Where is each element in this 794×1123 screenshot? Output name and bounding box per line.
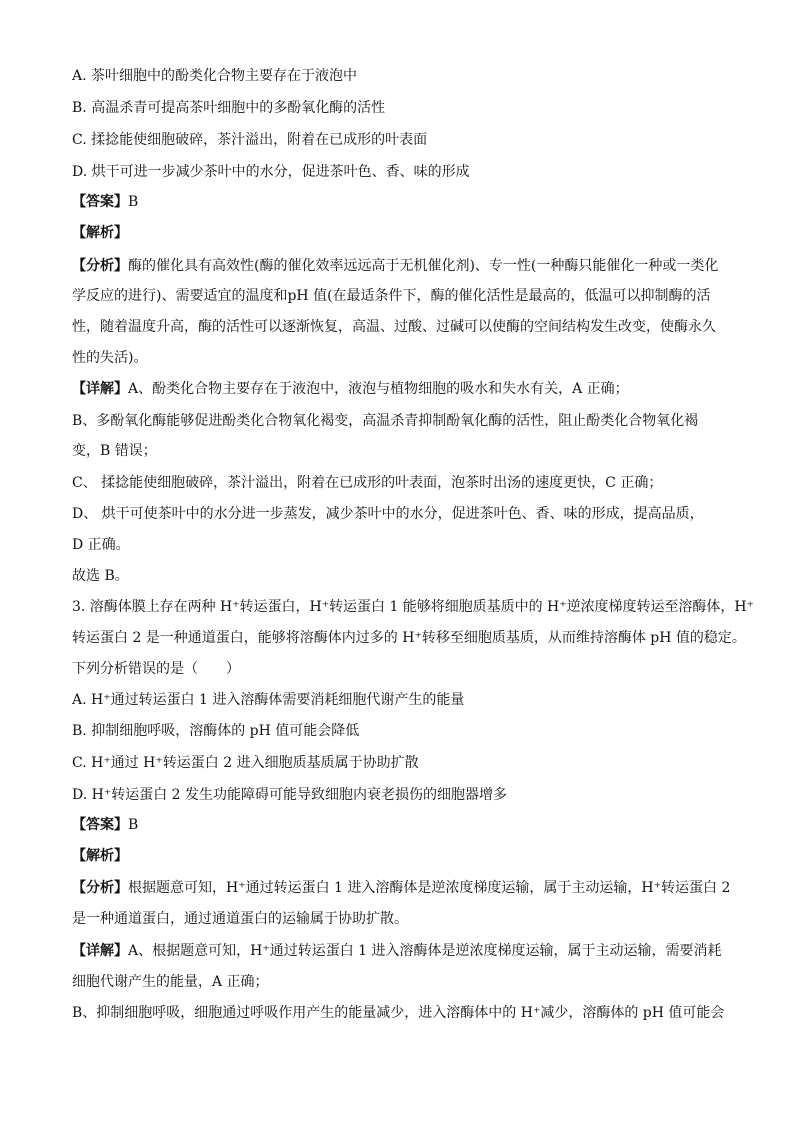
xiangjie-label: 【详解】 bbox=[72, 943, 128, 959]
q2-option-c: C. 揉捻能使细胞破碎，茶汁溢出，附着在已成形的叶表面 bbox=[72, 132, 428, 148]
q3-xiangjie-line-2: 细胞代谢产生的能量，A 正确； bbox=[72, 974, 269, 990]
q3-option-c: C. H⁺通过 H⁺转运蛋白 2 进入细胞质基质属于协助扩散 bbox=[72, 755, 419, 771]
xiangjie-text: A、根据题意可知，H⁺通过转运蛋白 1 进入溶酶体是逆浓度梯度运输，属于主动运输，需要消耗 bbox=[128, 943, 722, 959]
q2-fenxi-line-3: 性，随着温度升高，酶的活性可以逐渐恢复，高温、过酸、过碱可以使酶的空间结构发生改变，使酶永久 bbox=[72, 319, 716, 335]
q2-xiangjie-line-2: B、多酚氧化酶能够促进酚类化合物氧化褐变，高温杀青抑制酚氧化酶的活性，阻止酚类化合物氧化褐 bbox=[72, 413, 699, 429]
q3-option-a: A. H⁺通过转运蛋白 1 进入溶酶体需要消耗细胞代谢产生的能量 bbox=[72, 692, 465, 708]
q3-xiangjie-line-1 bbox=[72, 941, 722, 961]
q2-xiangjie-line-5: D、 烘干可使茶叶中的水分进一步蒸发，减少茶叶中的水分，促进茶叶色、香、味的形成，提高品质， bbox=[72, 506, 704, 522]
q3-fenxi-line-2: 是一种通道蛋白，通过通道蛋白的运输属于协助扩散。 bbox=[72, 911, 408, 927]
answer-value: B bbox=[128, 194, 139, 210]
xiangjie-text: A、酚类化合物主要存在于液泡中，液泡与植物细胞的吸水和失水有关，A 正确； bbox=[128, 381, 629, 397]
analysis-label: 【解析】 bbox=[72, 848, 128, 864]
q3-xiangjie-line-3: B、抑制细胞呼吸，细胞通过呼吸作用产生的能量减少，进入溶酶体中的 H⁺减少，溶酶体的 pH 值可能会 bbox=[72, 1005, 725, 1021]
q3-stem-line-2: 转运蛋白 2 是一种通道蛋白，能够将溶酶体内过多的 H⁺转移至细胞质基质，从而维持溶酶体 pH 值的稳定。 bbox=[72, 630, 746, 646]
answer-label: 【答案】 bbox=[72, 817, 128, 833]
q2-option-a: A. 茶叶细胞中的酚类化合物主要存在于液泡中 bbox=[72, 68, 358, 84]
xiangjie-label: 【详解】 bbox=[72, 381, 128, 397]
q2-xiangjie-line-3: 变，B 错误； bbox=[72, 443, 157, 459]
fenxi-text: 根据题意可知，H⁺通过转运蛋白 1 进入溶酶体是逆浓度梯度运输，属于主动运输，H⁺转运蛋白 2 bbox=[128, 880, 731, 896]
q2-fenxi-line-1 bbox=[72, 256, 718, 276]
fenxi-label: 【分析】 bbox=[72, 880, 128, 896]
q3-answer-line bbox=[72, 815, 138, 835]
answer-label: 【答案】 bbox=[72, 194, 128, 210]
q2-xiangjie-line-1 bbox=[72, 379, 629, 399]
q3-analysis-label bbox=[72, 846, 128, 866]
q3-option-b: B. 抑制细胞呼吸，溶酶体的 pH 值可能会降低 bbox=[72, 723, 360, 739]
q2-fenxi-line-4: 性的失活)。 bbox=[72, 350, 148, 366]
q2-xiangjie-line-4: C、 揉捻能使细胞破碎，茶汁溢出，附着在已成形的叶表面，泡茶时出汤的速度更快，C 正确； bbox=[72, 475, 663, 491]
q2-option-d: D. 烘干可进一步减少茶叶中的水分，促进茶叶色、香、味的形成 bbox=[72, 164, 470, 180]
answer-value: B bbox=[128, 817, 139, 833]
q2-conclusion: 故选 B。 bbox=[72, 568, 129, 584]
fenxi-label: 【分析】 bbox=[72, 258, 128, 274]
q3-option-d: D. H⁺转运蛋白 2 发生功能障碍可能导致细胞内衰老损伤的细胞器增多 bbox=[72, 787, 508, 803]
analysis-label: 【解析】 bbox=[72, 225, 128, 241]
q3-stem-line-3: 下列分析错误的是（ ） bbox=[72, 661, 240, 677]
fenxi-text: 酶的催化具有高效性(酶的催化效率远远高于无机催化剂)、专一性(一种酶只能催化一种或一类化 bbox=[128, 258, 719, 274]
q3-fenxi-line-1 bbox=[72, 878, 730, 898]
q2-answer-line bbox=[72, 192, 138, 212]
q3-stem-line-1: 3. 溶酶体膜上存在两种 H⁺转运蛋白，H⁺转运蛋白 1 能够将细胞质基质中的 H⁺逆浓度梯度转运至溶酶体，H⁺ bbox=[72, 599, 754, 615]
q2-fenxi-line-2: 学反应的进行)、需要适宜的温度和pH 值(在最适条件下，酶的催化活性是最高的，低温可以抑制酶的活 bbox=[72, 288, 711, 304]
q2-option-b: B. 高温杀青可提高茶叶细胞中的多酚氧化酶的活性 bbox=[72, 100, 386, 116]
q2-xiangjie-line-6: D 正确。 bbox=[72, 537, 130, 553]
q2-analysis-label bbox=[72, 223, 128, 243]
